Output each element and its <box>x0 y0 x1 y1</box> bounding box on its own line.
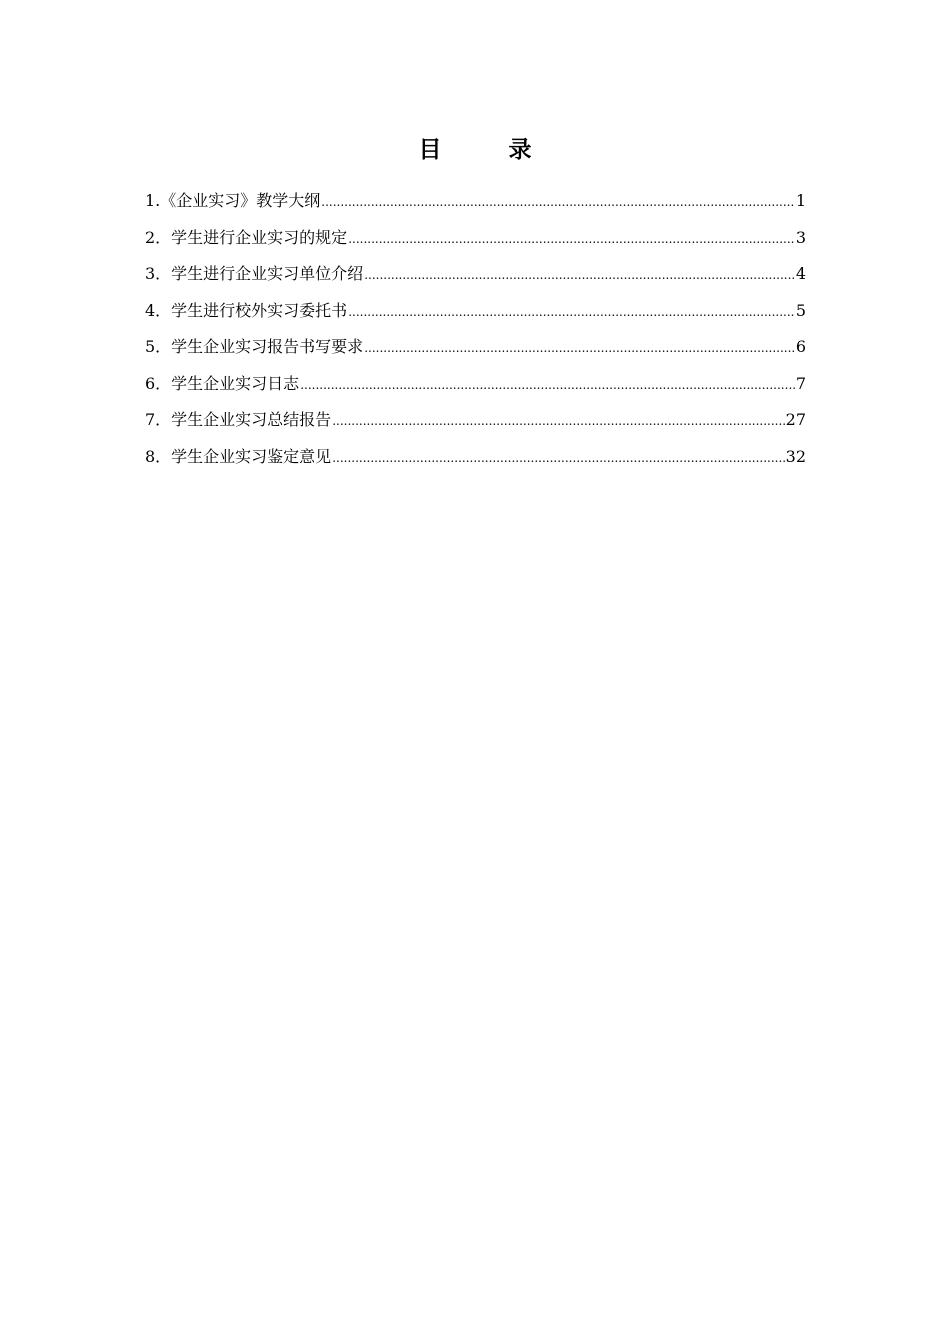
toc-entry-label: 5．学生企业实习报告书写要求 <box>145 337 364 356</box>
table-of-contents <box>145 186 806 478</box>
toc-entry[interactable] <box>145 332 806 369</box>
toc-entry-page-number: 1 <box>795 191 806 210</box>
toc-entry-label: 8．学生企业实习鉴定意见 <box>145 446 332 466</box>
toc-entry-page-number: 6 <box>795 337 806 356</box>
toc-dot-leader <box>321 187 795 217</box>
toc-entry[interactable] <box>145 369 806 406</box>
toc-entry-page-number: 4 <box>795 264 806 283</box>
toc-entry[interactable] <box>145 223 806 260</box>
toc-entry-label: 1.《企业实习》教学大纲 <box>145 191 321 210</box>
toc-entry[interactable] <box>145 442 806 479</box>
toc-entry[interactable] <box>145 296 806 333</box>
toc-entry-label: 3．学生进行企业实习单位介绍 <box>145 264 364 283</box>
toc-entry-page-number: 7 <box>795 373 806 393</box>
toc-dot-leader <box>348 224 795 254</box>
toc-entry-page-number: 27 <box>785 410 806 429</box>
toc-entry-label: 4．学生进行校外实习委托书 <box>145 300 348 320</box>
toc-dot-leader <box>348 297 795 327</box>
toc-entry[interactable] <box>145 186 806 223</box>
toc-entry-page-number: 32 <box>785 446 806 466</box>
page-title: 目 录 <box>418 136 554 163</box>
toc-entry-label: 6．学生企业实习日志 <box>145 373 300 393</box>
toc-entry-page-number: 3 <box>795 227 806 247</box>
toc-dot-leader <box>332 406 784 436</box>
toc-entry-label: 7．学生企业实习总结报告 <box>145 410 332 429</box>
toc-dot-leader <box>300 370 795 400</box>
toc-entry-label: 2．学生进行企业实习的规定 <box>145 227 348 247</box>
toc-dot-leader <box>364 260 795 290</box>
toc-dot-leader <box>332 443 784 473</box>
toc-entry[interactable] <box>145 259 806 296</box>
toc-entry-page-number: 5 <box>795 300 806 320</box>
toc-dot-leader <box>364 333 795 363</box>
toc-entry[interactable] <box>145 405 806 442</box>
